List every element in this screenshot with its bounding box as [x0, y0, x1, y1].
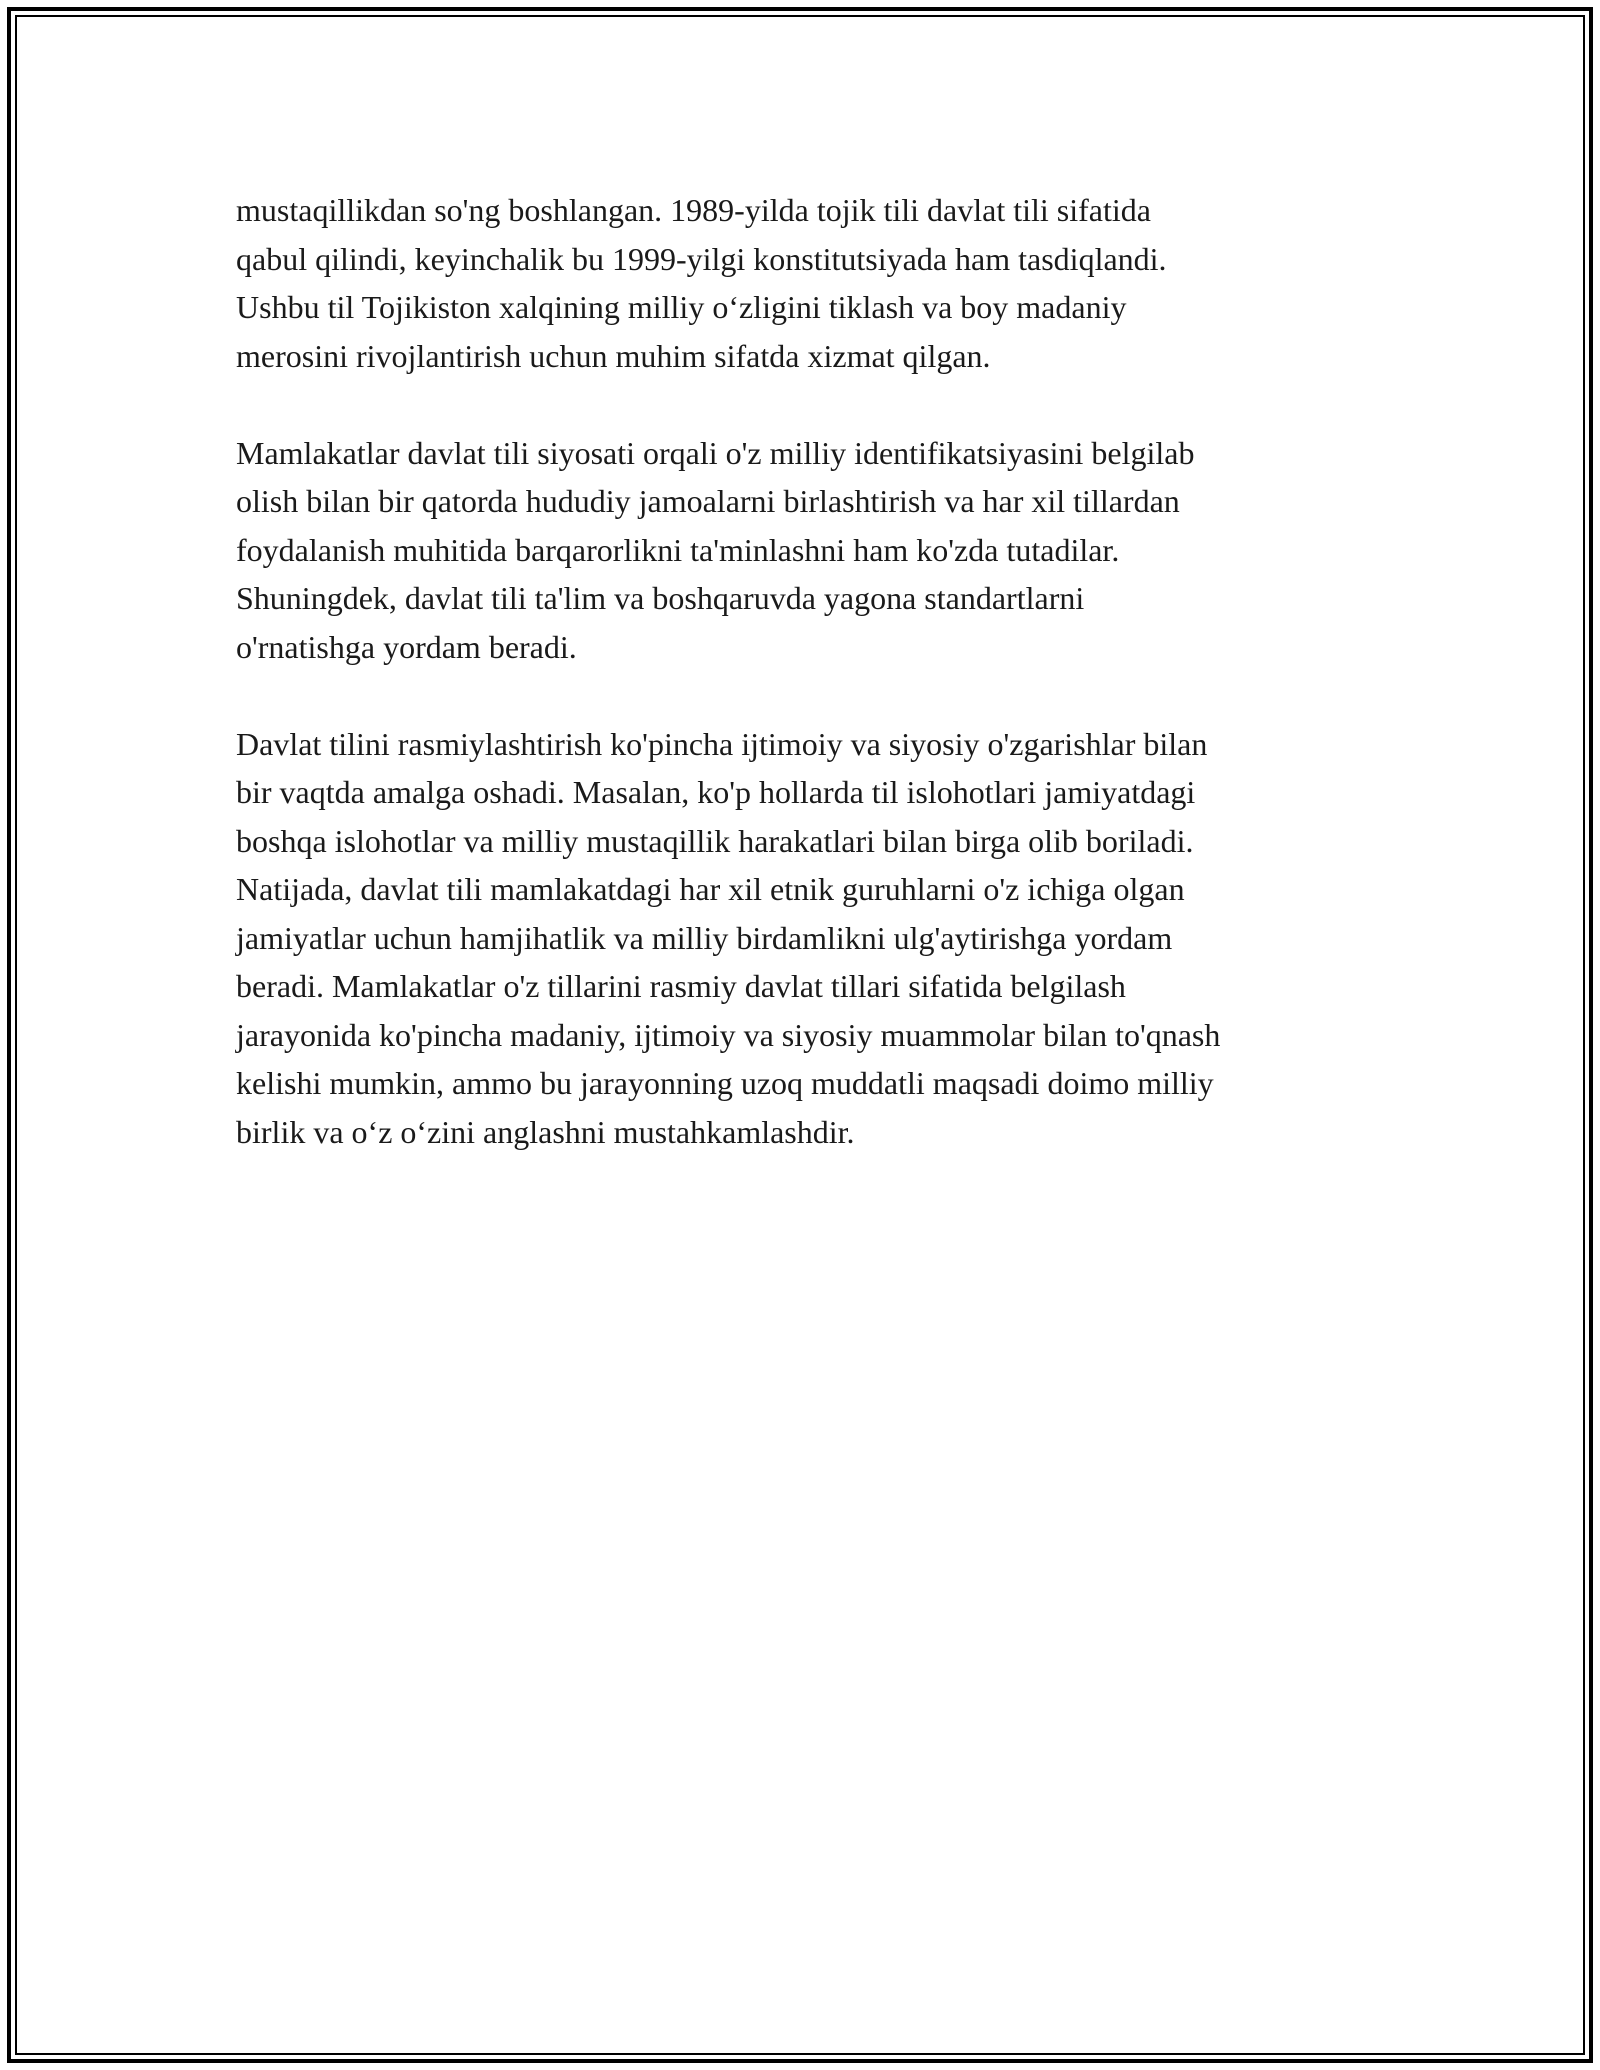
document-body — [236, 186, 1396, 1205]
text-line: merosini rivojlantirish uchun muhim sifatda xizmat qilgan. — [236, 337, 991, 374]
text-line: beradi. Mamlakatlar o'z tillarini rasmiy davlat tillari sifatida belgilash — [236, 968, 1126, 1004]
text-line: Shuningdek, davlat tili ta'lim va boshqaruvda yagona standartlarni — [236, 580, 1085, 616]
text-line: Natijada, davlat tili mamlakatdagi har xil etnik guruhlarni o'z ichiga olgan — [236, 871, 1185, 907]
paragraph-3 — [236, 720, 1396, 1157]
text-line: jarayonida ko'pincha madaniy, ijtimoiy va siyosiy muammolar bilan to'qnash — [236, 1016, 1221, 1053]
text-line: Davlat tilini rasmiylashtirish ko'pincha ijtimoiy va siyosiy o'zgarishlar bilan — [236, 725, 1208, 762]
text-line: Ushbu til Tojikiston xalqining milliy o‘zligini tiklash va boy madaniy — [236, 289, 1127, 325]
text-line: bir vaqtda amalga oshadi. Masalan, ko'p hollarda til islohotlari jamiyatdagi — [236, 774, 1196, 810]
paragraph-2 — [236, 429, 1396, 672]
text-line: kelishi mumkin, ammo bu jarayonning uzoq muddatli maqsadi doimo milliy — [236, 1065, 1214, 1101]
text-line: boshqa islohotlar va milliy mustaqillik harakatlari bilan birga olib boriladi. — [236, 822, 1194, 859]
text-line: o'rnatishga yordam beradi. — [236, 628, 577, 665]
paragraph-1 — [236, 186, 1396, 380]
text-line: qabul qilindi, keyinchalik bu 1999-yilgi konstitutsiyada ham tasdiqlandi. — [236, 240, 1167, 277]
text-line: olish bilan bir qatorda hududiy jamoalarni birlashtirish va har xil tillardan — [236, 483, 1180, 519]
text-line: mustaqillikdan so'ng boshlangan. 1989-yilda tojik tili davlat tili sifatida — [236, 192, 1151, 228]
text-line: foydalanish muhitida barqarorlikni ta'minlashni ham ko'zda tutadilar. — [236, 531, 1120, 568]
text-line: jamiyatlar uchun hamjihatlik va milliy birdamlikni ulg'aytirishga yordam — [236, 919, 1173, 956]
text-line: birlik va o‘z o‘zini anglashni mustahkamlashdir. — [236, 1113, 855, 1150]
text-line: Mamlakatlar davlat tili siyosati orqali o'z milliy identifikatsiyasini belgilab — [236, 434, 1195, 471]
